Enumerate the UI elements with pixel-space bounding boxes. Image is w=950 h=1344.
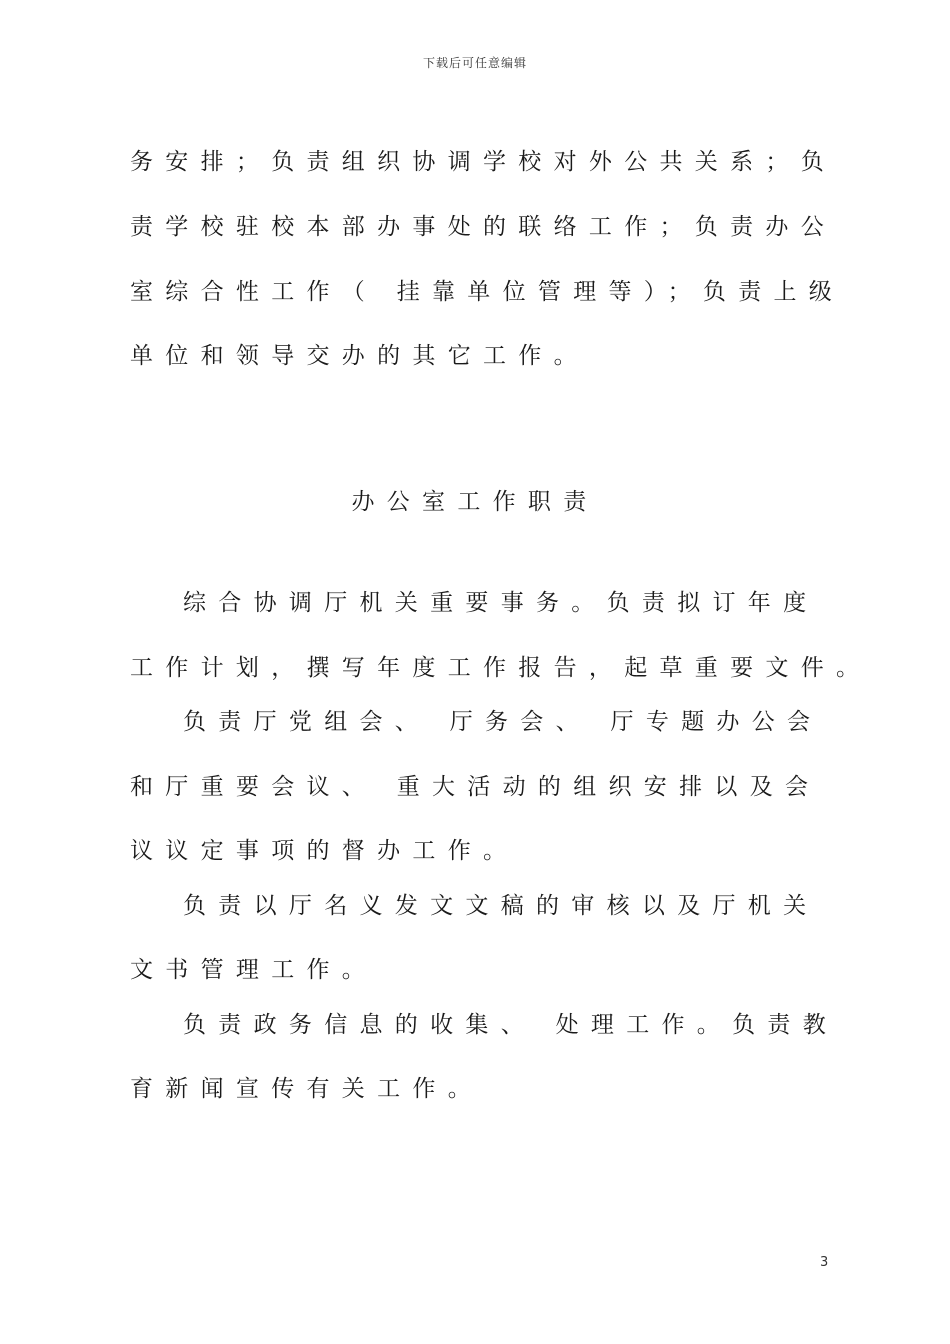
intro-line-1: 务安排；负责组织协调学校对外公共关系；负 [130, 149, 836, 175]
body-line-4: 和厅重要会议、 重大活动的组织安排以及会 [130, 774, 821, 800]
body-line-2: 工作计划，撰写年度工作报告，起草重要文件。 [130, 655, 872, 681]
body-line-7: 文书管理工作。 [130, 957, 378, 983]
body-line-3: 负责厅党组会、 厅务会、 厅专题办公会 [183, 709, 823, 735]
page-number: 3 [820, 1255, 829, 1270]
intro-line-2: 责学校驻校本部办事处的联络工作；负责办公 [130, 214, 836, 240]
body-line-9: 育新闻宣传有关工作。 [130, 1076, 483, 1102]
body-line-5: 议议定事项的督办工作。 [130, 838, 519, 864]
body-line-1: 综合协调厅机关重要事务。负责拟订年度 [183, 590, 819, 616]
body-line-8: 负责政务信息的收集、 处理工作。负责教 [183, 1012, 839, 1038]
intro-line-3: 室综合性工作（ 挂靠单位管理等）；负责上级 [130, 279, 845, 305]
section-title: 办公室工作职责 [351, 489, 599, 515]
header-note: 下载后可任意编辑 [422, 56, 527, 70]
body-line-6: 负责以厅名义发文文稿的审核以及厅机关 [183, 893, 819, 919]
intro-line-4: 单位和领导交办的其它工作。 [130, 343, 589, 369]
